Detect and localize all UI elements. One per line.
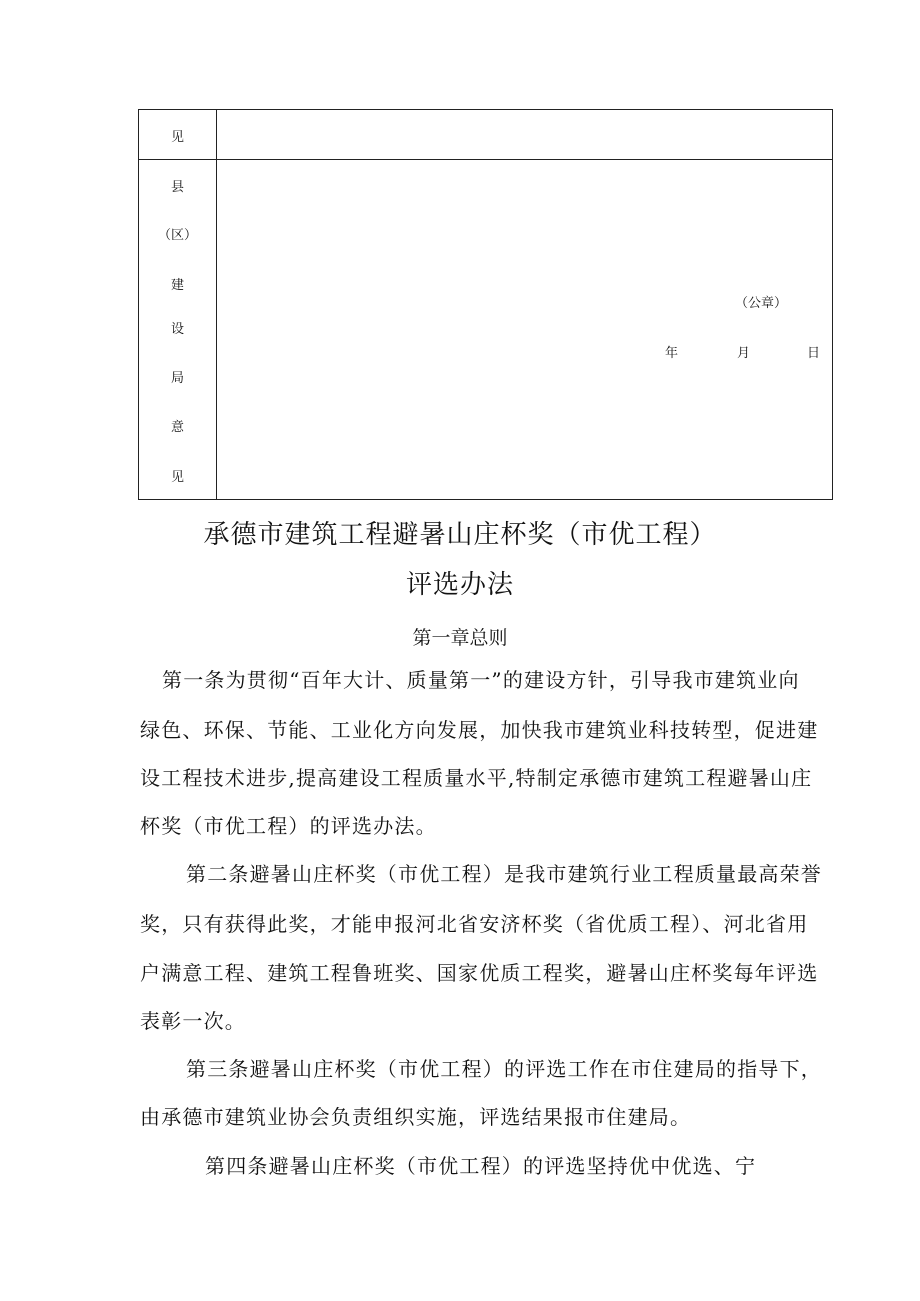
article-1-line-4: 杯奖（市优工程）的评选办法。 (140, 814, 437, 838)
column-divider (216, 110, 217, 499)
side-label-county: 县 (170, 180, 184, 195)
side-label-district: （区） (157, 228, 197, 243)
article-1-line-1: 第一条为贯彻“百年大计、质量第一”的建设方针，引导我市建筑业向 (162, 668, 800, 692)
document-subtitle: 评选办法 (405, 570, 514, 600)
article-1-line-3: 设工程技术进步,提高建设工程质量水平,特制定承德市建筑工程避暑山庄 (140, 766, 813, 790)
article-2-line-4: 表彰一次。 (140, 1009, 246, 1033)
form-row-top (139, 110, 832, 160)
date-day: 日 (807, 346, 821, 361)
article-2-line-2: 奖，只有获得此奖，才能申报河北省安济杯奖（省优质工程）、河北省用 (140, 912, 809, 936)
article-4-line-1: 第四条避暑山庄杯奖（市优工程）的评选坚持优中优选、宁 (205, 1154, 757, 1178)
side-label-ju: 局 (170, 371, 184, 386)
side-label-yi: 意 (170, 420, 184, 435)
article-2-line-3: 户满意工程、建筑工程鲁班奖、国家优质工程奖，避暑山庄杯奖每年评选 (140, 961, 819, 985)
chapter-heading: 第一章总则 (412, 627, 508, 649)
seal-placeholder: （公章） (735, 296, 788, 311)
article-2-line-1: 第二条避暑山庄杯奖（市优工程）是我市建筑行业工程质量最高荣誉 (186, 862, 822, 886)
side-label-jian: 建 (170, 278, 184, 293)
date-year: 年 (665, 346, 679, 361)
opinion-form-table (138, 109, 833, 500)
date-month: 月 (737, 346, 751, 361)
side-label-she: 设 (170, 322, 184, 337)
side-label-jian2: 见 (170, 470, 184, 485)
top-row-label: 见 (170, 130, 184, 145)
article-3-line-1: 第三条避暑山庄杯奖（市优工程）的评选工作在市住建局的指导下， (186, 1057, 822, 1081)
article-1-line-2: 绿色、环保、节能、工业化方向发展，加快我市建筑业科技转型，促进建 (140, 718, 819, 742)
document-title: 承德市建筑工程避暑山庄杯奖（市优工程） (203, 520, 717, 550)
article-3-line-2: 由承德市建筑业协会负责组织实施，评选结果报市住建局。 (140, 1105, 692, 1129)
